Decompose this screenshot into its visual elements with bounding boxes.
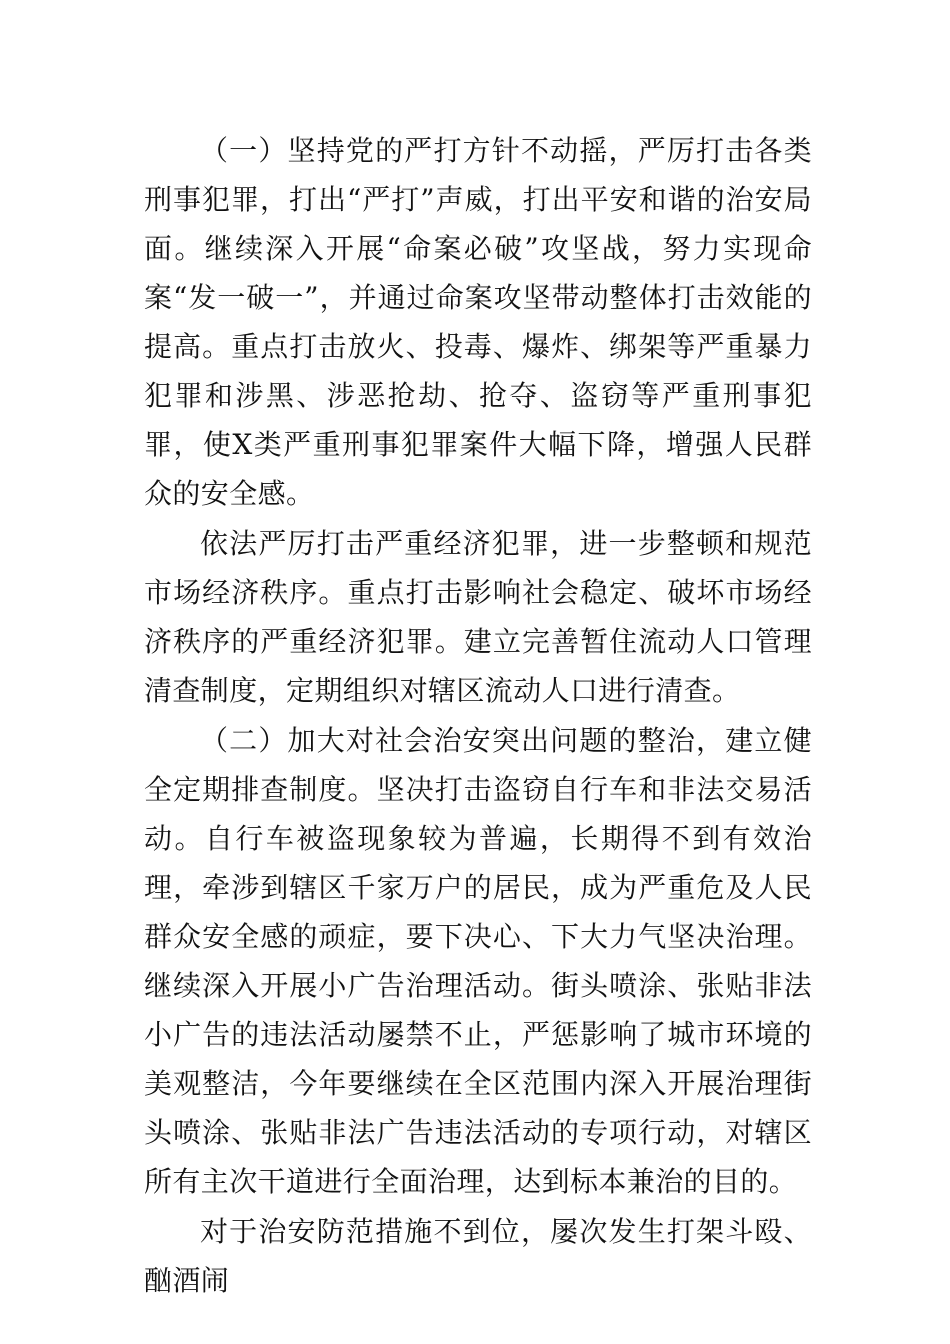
paragraph-4: 对于治安防范措施不到位，屡次发生打架斗殴、酗酒闹 — [144, 1215, 812, 1297]
paragraph-2: 依法严厉打击严重经济犯罪，进一步整顿和规范市场经济秩序。重点打击影响社会稳定、破坏市场经济秩序的严重经济犯罪。建立完善暂住流动人口管理清查制度，定期组织对辖区流动人口进行清查。 — [144, 527, 812, 707]
paragraph-1: （一）坚持党的严打方针不动摇，严厉打击各类刑事犯罪，打出“严打”声威，打出平安和谐的治安局面。继续深入开展“命案必破”攻坚战，努力实现命案“发一破一”，并通过命案攻坚带动整体打击效能的提高。重点打击放火、投毒、爆炸、绑架等严重暴力犯罪和涉黑、涉恶抢劫、抢夺、盗窃等严重刑事犯罪，使X类严重刑事犯罪案件大幅下降，增强人民群众的安全感。 — [144, 134, 812, 510]
paragraph-3: （二）加大对社会治安突出问题的整治，建立健全定期排查制度。坚决打击盗窃自行车和非法交易活动。自行车被盗现象较为普遍，长期得不到有效治理，牵涉到辖区千家万户的居民，成为严重危及人民群众安全感的顽症，要下决心、下大力气坚决治理。继续深入开展小广告治理活动。街头喷涂、张贴非法小广告的违法活动屡禁不止，严惩影响了城市环境的美观整洁，今年要继续在全区范围内深入开展治理街头喷涂、张贴非法广告违法活动的专项行动，对辖区所有主次干道进行全面治理，达到标本兼治的目的。 — [144, 724, 812, 1198]
document-body — [144, 126, 812, 1305]
